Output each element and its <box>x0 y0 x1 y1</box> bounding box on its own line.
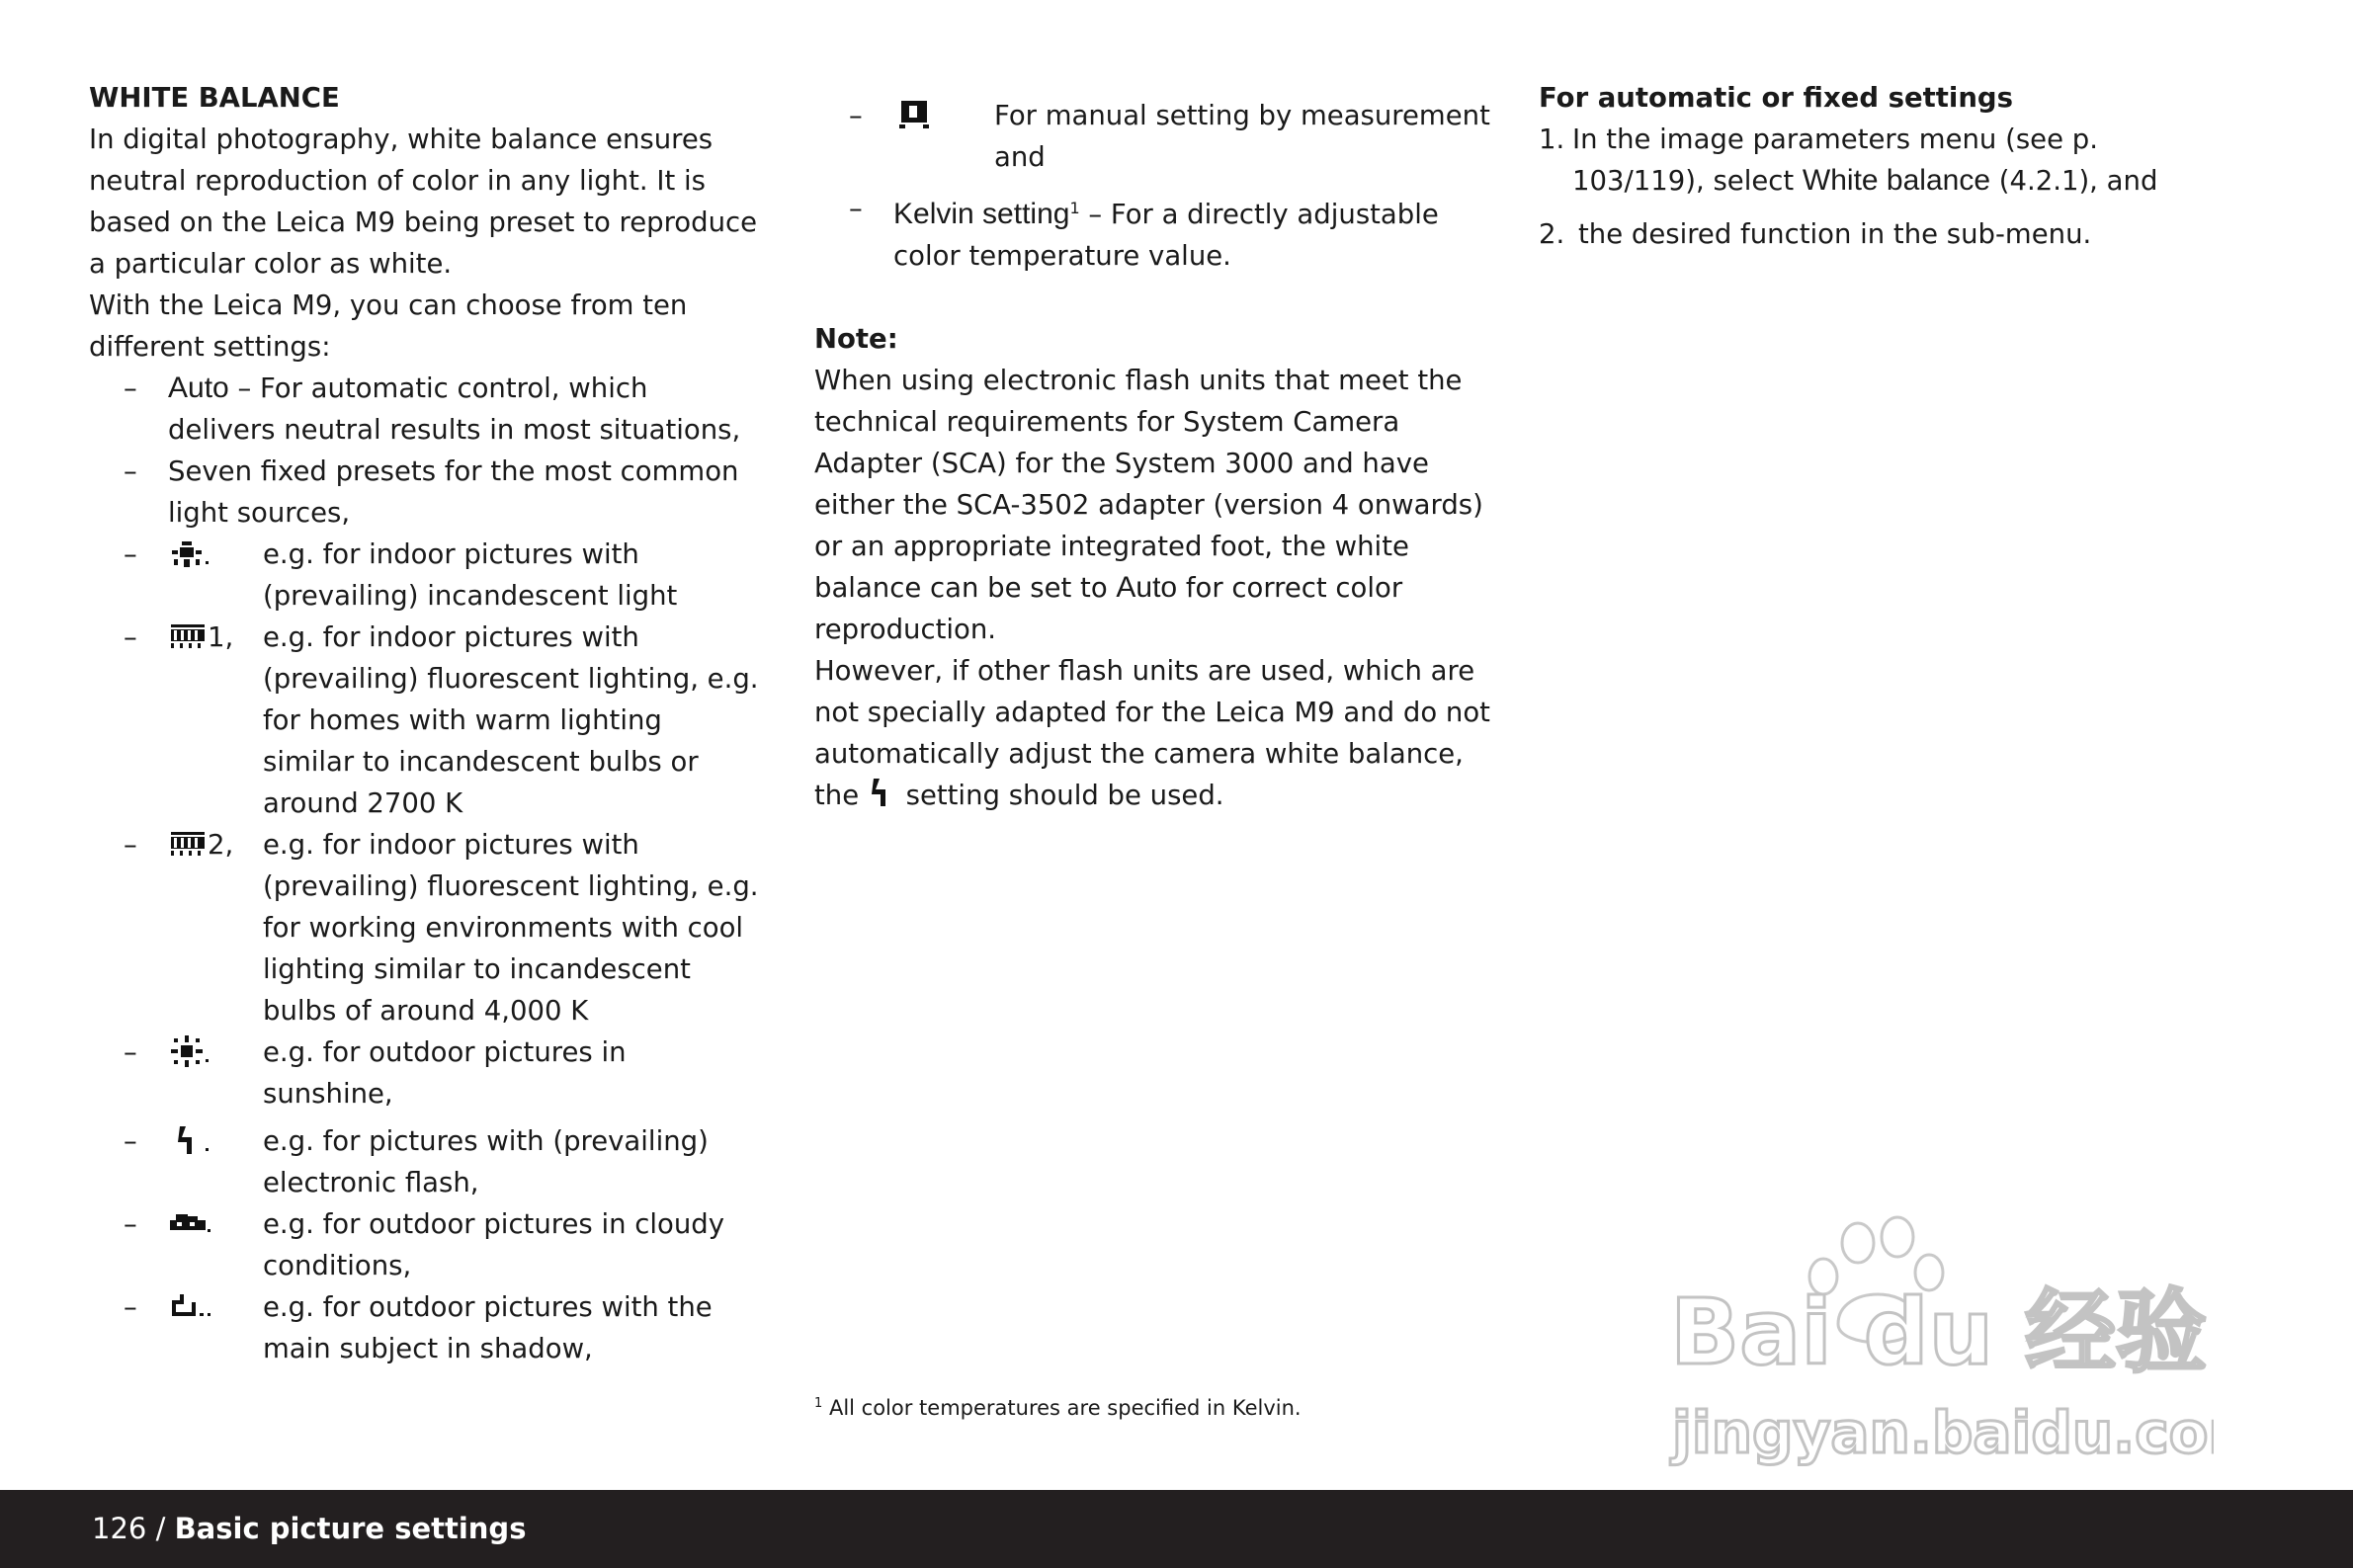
fluorescent-2-suffix: 2, <box>208 829 234 861</box>
flash-description: e.g. for pictures with (prevailing) electronic flash, <box>263 1125 709 1198</box>
sunshine-icon <box>168 1032 263 1073</box>
white-balance-keyword: White balance <box>1802 164 1991 197</box>
cloudy-icon <box>168 1203 263 1245</box>
note-auto-keyword: Auto <box>1116 571 1178 605</box>
list-item-flash: – e.g. for pictures with (prevailing) electronic flash, <box>89 1120 761 1203</box>
note-paragraph-2: However, if other flash units are used, which are not specially adapted for the Leica M9 and do not automatically adjust the camera white balance, the setting should be used. <box>814 655 1490 812</box>
flash-icon <box>168 1120 263 1162</box>
step-1-number: 1. <box>1539 124 1565 155</box>
page-number: 126 / <box>92 1512 175 1545</box>
list-item-sunshine: – e.g. for outdoor pictures in sunshine, <box>89 1032 761 1114</box>
list-item-manual: – For manual setting by measurement and <box>814 95 1496 178</box>
page-footer <box>0 1490 2353 1568</box>
fluorescent-2-description: e.g. for indoor pictures with (prevailing) fluorescent lighting, e.g. for working environments with cool lighting similar to incandescent bulbs of around 4,000 K <box>263 829 759 1027</box>
intro-paragraph-2: With the Leica M9, you can choose from ten different settings: <box>89 289 688 363</box>
note-heading: Note: <box>814 323 898 356</box>
section-heading: WHITE BALANCE <box>89 82 340 114</box>
note-paragraph-1: When using electronic flash units that meet the technical requirements for System Camera Adapter (SCA) for the System 3000 and have either the SCA-3502 adapter (version 4 onwards) or an appropriate integrated foot, the white balance can be set to Auto for correct color reproduction. <box>814 365 1483 646</box>
fluorescent-1-description: e.g. for indoor pictures with (prevailing) fluorescent lighting, e.g. for homes with warm lighting similar to incandescent bulbs or around 2700 K <box>263 621 759 819</box>
cloudy-description: e.g. for outdoor pictures in cloudy conditions, <box>263 1208 725 1281</box>
list-item-fluorescent-2: – e.g. for indoor pictures with (prevailing) fluorescent lighting, e.g. for working environments with cool lighting similar to incandescent bulbs of around 4,000 K 2, <box>89 824 761 1032</box>
list-item-shadow: – e.g. for outdoor pictures with the main subject in shadow, <box>89 1286 761 1369</box>
list-item-auto: – Auto – For automatic control, which delivers neutral results in most situations, <box>124 371 741 446</box>
list-item-presets: – Seven fixed presets for the most common light sources, <box>124 455 739 529</box>
manual-description: For manual setting by measurement and <box>994 100 1490 173</box>
footnote: $^1$ All color temperatures are specified in Kelvin. <box>814 1396 1302 1420</box>
kelvin-keyword: Kelvin setting <box>893 198 1070 231</box>
list-item-cloudy: – e.g. for outdoor pictures in cloudy conditions, <box>89 1203 761 1286</box>
presets-description: Seven fixed presets for the most common light sources, <box>168 455 739 529</box>
column-manual-note <box>814 95 1496 816</box>
section-title: Basic picture settings <box>174 1512 527 1545</box>
incandescent-description: e.g. for indoor pictures with (prevailing) incandescent light <box>263 538 678 612</box>
auto-keyword: Auto <box>168 371 229 404</box>
watermark-brand: Bai du 经验 <box>1670 1279 2208 1385</box>
list-item-fluorescent-1: – e.g. for indoor pictures with (prevailing) fluorescent lighting, e.g. for homes with warm lighting similar to incandescent bulbs or around 2700 K 1, <box>89 617 761 824</box>
watermark-url: jingyan.baidu.com <box>1672 1399 2214 1466</box>
procedure-heading: For automatic or fixed settings <box>1539 82 2013 114</box>
intro-paragraph: In digital photography, white balance ensures neutral reproduction of color in any light. It is based on the Leica M9 being preset to reproduce a particular color as white. <box>89 124 758 280</box>
step-2: 2. the desired function in the sub-menu. <box>1539 213 2211 255</box>
fluorescent-1-suffix: 1, <box>208 621 234 653</box>
sunshine-description: e.g. for outdoor pictures in sunshine, <box>263 1036 627 1110</box>
list-item-incandescent: – e.g. for indoor pictures with (prevailing) incandescent light <box>89 534 761 617</box>
kelvin-description: – For a directly adjustable color temperature value. <box>893 199 1439 273</box>
step-1: 1. In the image parameters menu (see p. 103/119), select White balance (4.2.1), and <box>1539 119 2211 202</box>
kelvin-footnote-ref: 1 <box>1069 199 1080 217</box>
incandescent-icon <box>168 534 263 575</box>
shadow-icon <box>168 1286 263 1328</box>
auto-description: – For automatic control, which delivers neutral results in most situations, <box>168 372 741 446</box>
step-2-number: 2. <box>1539 218 1565 250</box>
column-white-balance <box>89 77 761 1369</box>
flash-icon <box>868 777 897 810</box>
column-procedure <box>1539 77 2211 255</box>
manual-measure-icon <box>893 95 988 136</box>
baidu-watermark <box>1660 1215 2214 1472</box>
shadow-description: e.g. for outdoor pictures with the main subject in shadow, <box>263 1291 713 1364</box>
list-item-kelvin: – Kelvin setting$^1$ – For a directly adjustable color temperature value. <box>849 193 1439 273</box>
